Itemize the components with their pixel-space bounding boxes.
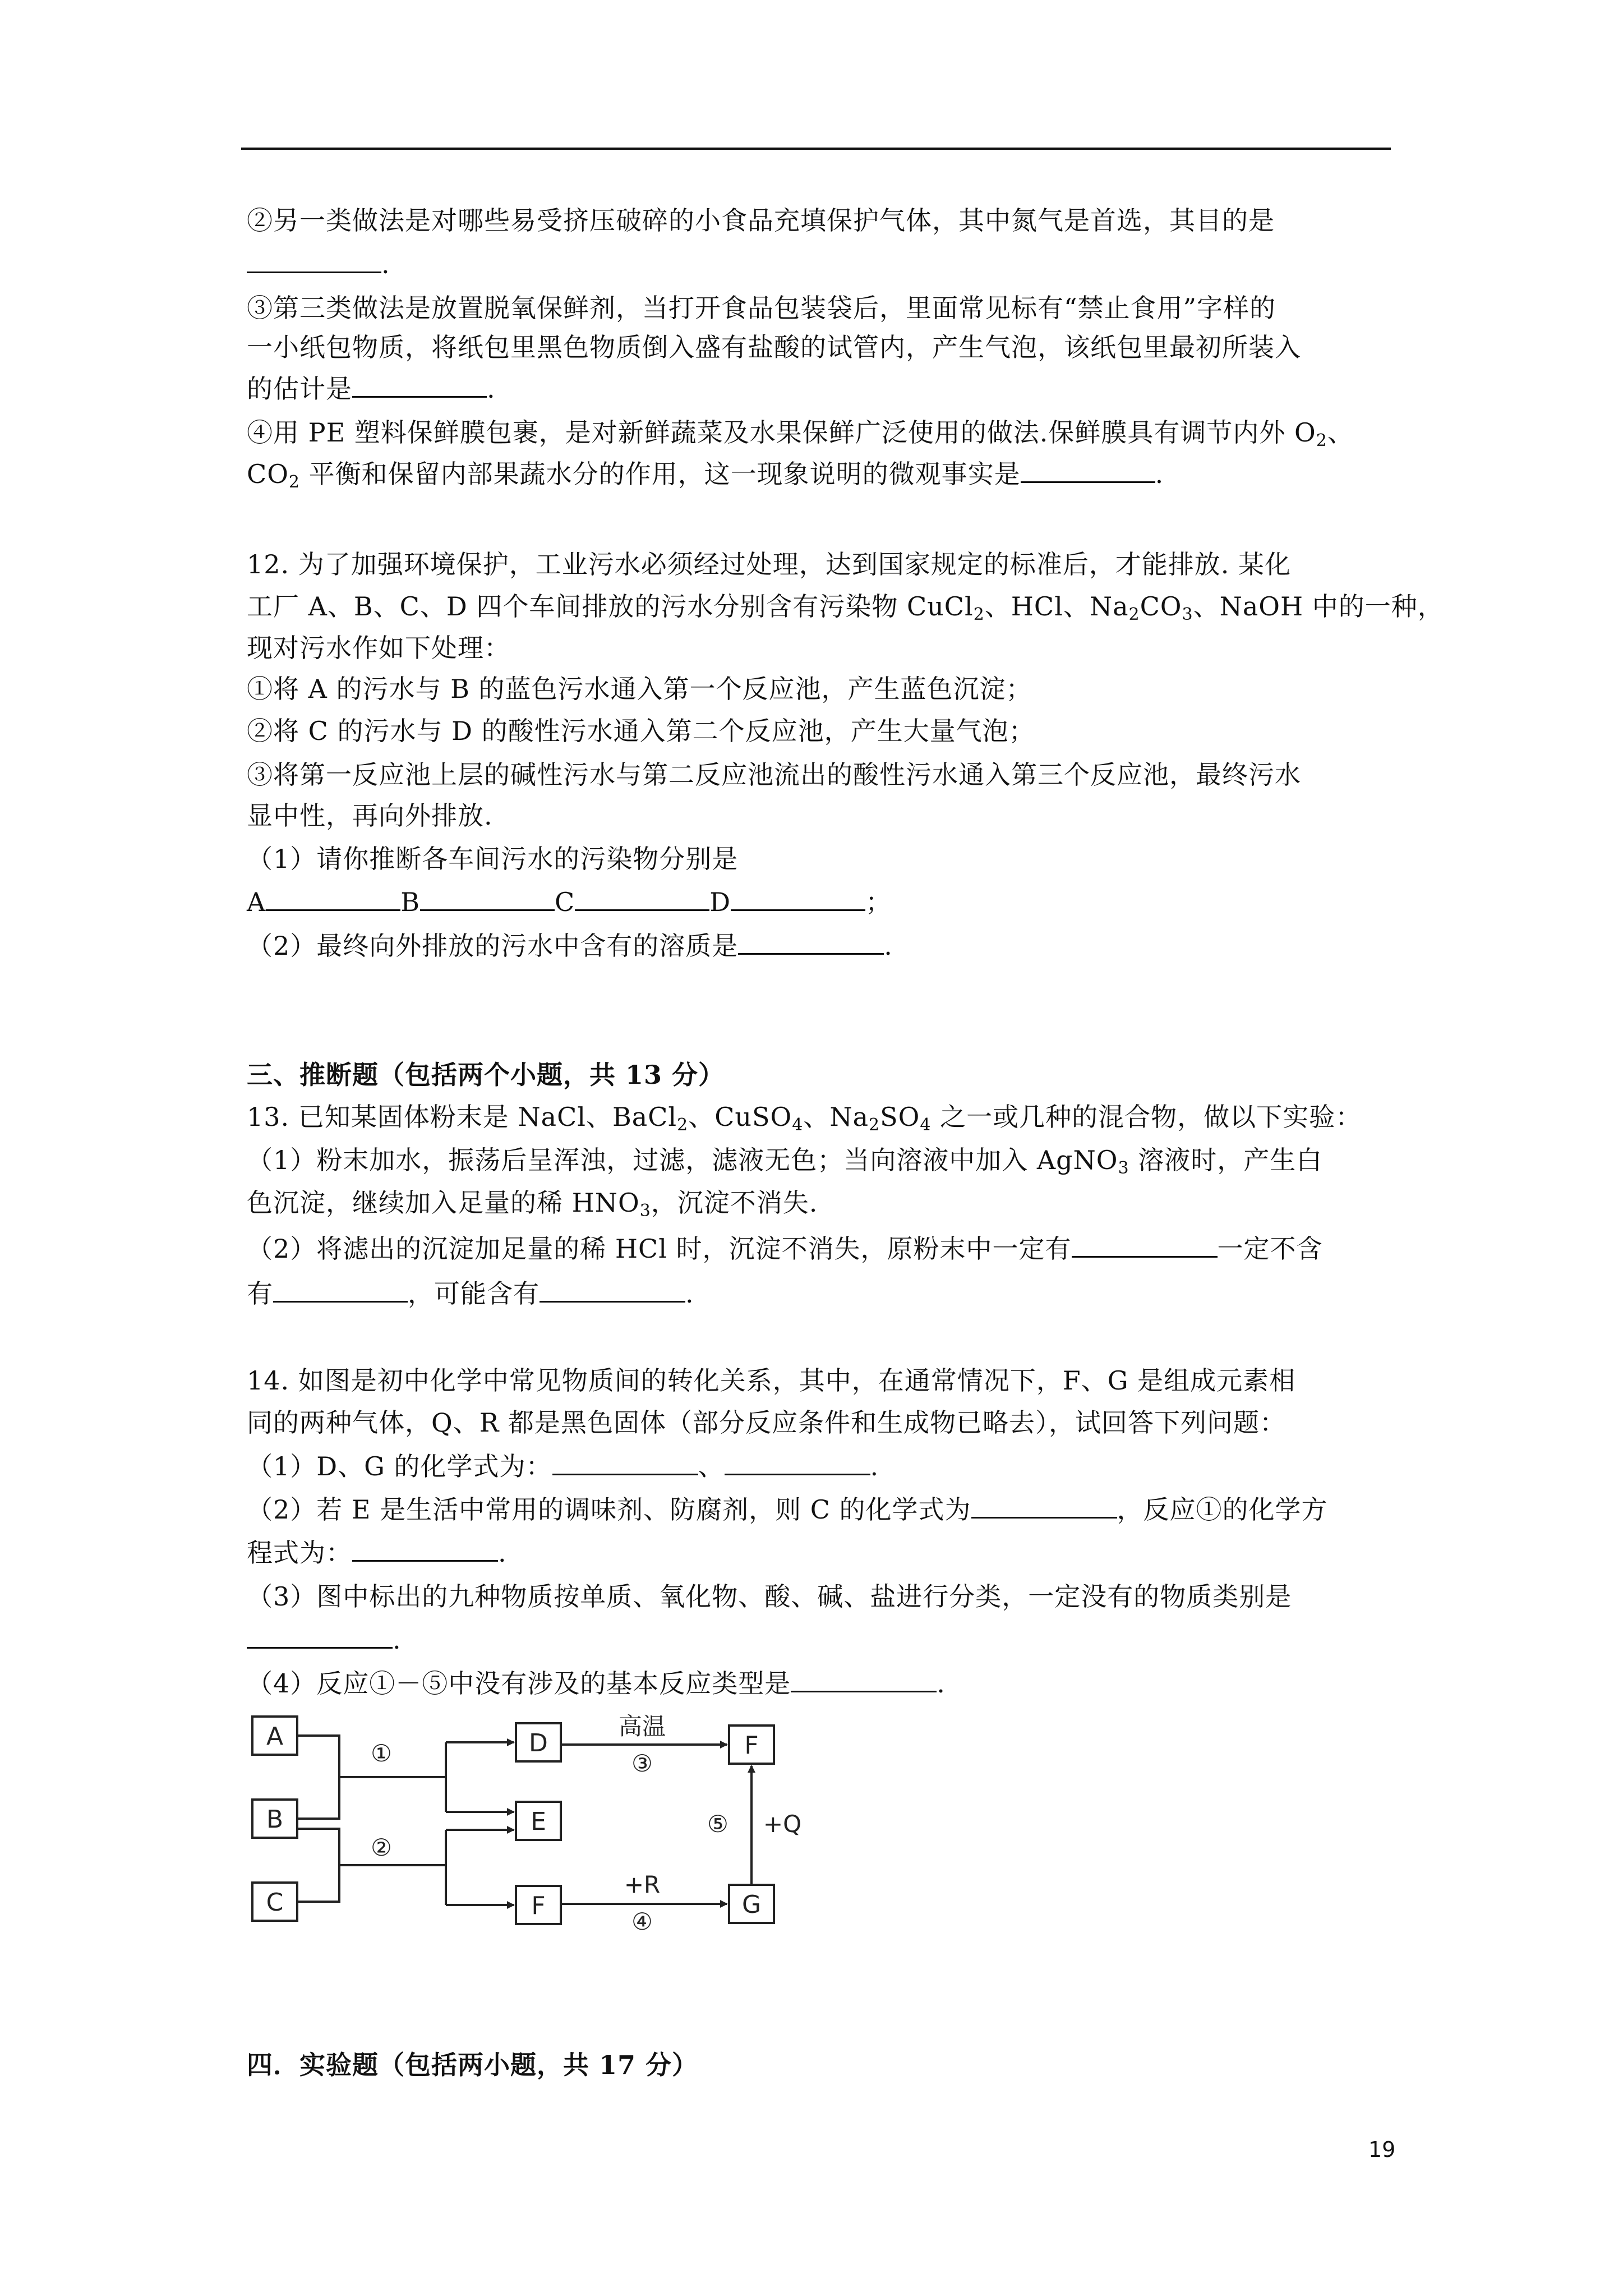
answer-blank-b[interactable] — [420, 885, 555, 911]
q12-line-8: （1）请你推断各车间污水的污染物分别是 — [247, 844, 739, 874]
answer-blank[interactable] — [725, 1449, 870, 1475]
q11-line-4: 一小纸包物质，将纸包里黑色物质倒入盛有盐酸的试管内，产生气泡，该纸包里最初所装入 — [247, 332, 1301, 362]
reaction-5-label: ⑤ — [707, 1810, 728, 1838]
q12-line-9: A B C D ； — [247, 885, 892, 919]
q14-line-1: 14. 如图是初中化学中常见物质间的转化关系，其中，在通常情况下，F、G 是组成元素相 — [247, 1365, 1296, 1396]
q12-line-5: ②将 C 的污水与 D 的酸性污水通入第二个反应池，产生大量气泡； — [247, 716, 1035, 746]
box-f-top-label: F — [744, 1731, 759, 1760]
box-b-label: B — [266, 1805, 284, 1834]
q12-line-7: 显中性，再向外排放. — [247, 800, 493, 831]
box-a-label: A — [266, 1722, 284, 1751]
answer-blank[interactable] — [540, 1276, 685, 1303]
q11-line-5: 的估计是 . — [247, 371, 496, 406]
q13-line-1: 13. 已知某固体粉末是 NaCl、BaCl$_2$、CuSO$_4$、$Na_2SO_4$ 之一或几种的混合物，做以下实验： — [247, 1102, 1362, 1135]
page-number: 19 — [1368, 2137, 1396, 2162]
q14-line-3: （1）D、G 的化学式为： 、 . — [247, 1449, 879, 1484]
q12-line-1: 12. 为了加强环境保护，工业污水必须经过处理，达到国家规定的标准后，才能排放. 某化 — [247, 549, 1292, 579]
q13-line-4: （2）将滤出的沉淀加足量的稀 HCl 时，沉淀不消失，原粉末中一定有 一定不含 — [247, 1231, 1323, 1266]
answer-blank[interactable] — [247, 247, 381, 273]
q14-line-2: 同的两种气体，Q、R 都是黑色固体（部分反应条件和生成物已略去），试回答下列问题： — [247, 1407, 1286, 1438]
q13-line-3: 色沉淀，继续加入足量的稀 $HNO_3$，沉淀不消失. — [247, 1188, 818, 1221]
answer-blank[interactable] — [273, 1276, 408, 1303]
q11-line-7: $CO_2$ 平衡和保留内部果蔬水分的作用，这一现象说明的微观事实是 . — [247, 457, 1164, 491]
q12-line-2: 工厂 A、B、C、D 四个车间排放的污水分别含有污染物 CuCl$_2$、HCl、$Na_2CO_3$、NaOH 中的一种， — [247, 591, 1444, 624]
box-e-label: E — [531, 1807, 546, 1836]
q11-line-1: ②另一类做法是对哪些易受挤压破碎的小食品充填保护气体，其中氮气是首选，其目的是 — [247, 205, 1275, 236]
answer-blank[interactable] — [971, 1492, 1117, 1519]
reaction-2-label: ② — [371, 1834, 392, 1861]
answer-blank-a[interactable] — [266, 885, 400, 911]
condition-plus-q: +Q — [763, 1810, 802, 1838]
header-rule — [241, 148, 1391, 150]
answer-blank-c[interactable] — [575, 885, 709, 911]
q14-line-6: （3）图中标出的九种物质按单质、氧化物、酸、碱、盐进行分类，一定没有的物质类别是 — [247, 1581, 1292, 1612]
q11-line-3: ③第三类做法是放置脱氧保鲜剂，当打开食品包装袋后，里面常见标有“禁止食用”字样的 — [247, 293, 1276, 323]
reaction-3-label: ③ — [631, 1750, 653, 1777]
q11-line-6: ④用 PE 塑料保鲜膜包裹，是对新鲜蔬菜及水果保鲜广泛使用的做法.保鲜膜具有调节内外 $O_2$、 — [247, 417, 1354, 450]
section-3-heading: 三、推断题（包括两个小题，共 13 分） — [247, 1060, 725, 1090]
box-f-bottom-label: F — [531, 1892, 546, 1920]
q12-line-3: 现对污水作如下处理： — [247, 633, 510, 663]
answer-blank[interactable] — [352, 1535, 498, 1562]
connector-ab — [297, 1736, 339, 1819]
answer-blank[interactable] — [552, 1449, 698, 1475]
section-4-heading: 四．实验题（包括两小题，共 17 分） — [247, 2050, 699, 2080]
q14-line-7: . — [247, 1622, 402, 1657]
box-d-label: D — [529, 1729, 548, 1757]
reaction-diagram — [247, 1705, 836, 1930]
answer-blank[interactable] — [738, 928, 884, 955]
condition-plus-r: +R — [624, 1871, 661, 1898]
condition-high-temp: 高温 — [618, 1713, 666, 1740]
reaction-1-label: ① — [371, 1740, 392, 1767]
reaction-4-label: ④ — [631, 1908, 653, 1930]
answer-blank[interactable] — [1021, 457, 1155, 483]
q12-line-4: ①将 A 的污水与 B 的蓝色污水通入第一个反应池，产生蓝色沉淀； — [247, 674, 1032, 704]
q14-line-8: （4）反应①－⑤中没有涉及的基本反应类型是 . — [247, 1666, 946, 1701]
box-g-label: G — [741, 1890, 762, 1919]
answer-blank[interactable] — [1072, 1231, 1218, 1258]
answer-blank[interactable] — [352, 371, 487, 398]
q14-line-4: （2）若 E 是生活中常用的调味剂、防腐剂，则 C 的化学式为 ，反应①的化学方 — [247, 1492, 1328, 1527]
q12-line-10: （2）最终向外排放的污水中含有的溶质是 . — [247, 928, 893, 963]
answer-blank[interactable] — [791, 1666, 937, 1692]
answer-blank[interactable] — [247, 1622, 393, 1649]
q13-line-5: 有 ，可能含有 . — [247, 1276, 694, 1311]
q13-line-2: （1）粉末加水，振荡后呈浑浊，过滤，滤液无色；当向溶液中加入 AgNO$_3$ 溶液时，产生白 — [247, 1145, 1323, 1178]
answer-blank-d[interactable] — [731, 885, 865, 911]
connector-bc — [297, 1829, 339, 1902]
q14-line-5: 程式为： . — [247, 1535, 507, 1570]
q11-line-2: . — [247, 247, 390, 282]
box-c-label: C — [266, 1888, 284, 1917]
q12-line-6: ③将第一反应池上层的碱性污水与第二反应池流出的酸性污水通入第三个反应池，最终污水 — [247, 760, 1301, 790]
